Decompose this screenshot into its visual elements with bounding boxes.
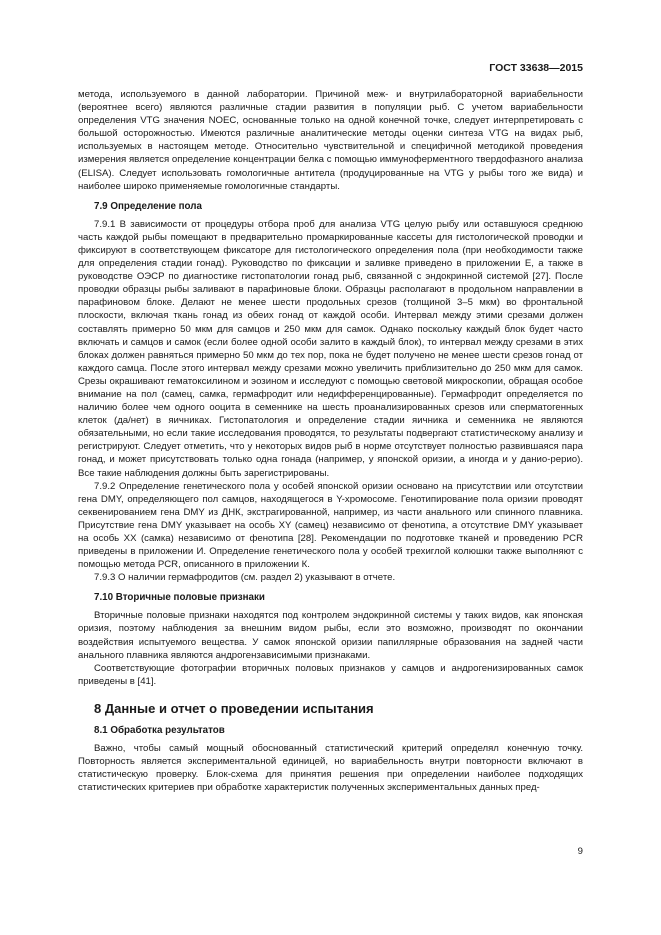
paragraph-7-10-1: Вторичные половые признаки находятся под контролем эндокринной системы у таких видов, как японская оризия, поэтому наблюдения за внешним видом рыбы, если это возможно, производят по окончании воздействия испытуемого вещества. У самок японской оризии папиллярные образования на задней части анального плавника являются андрогензависимыми признаками. (78, 610, 583, 661)
paragraph-7-10-2: Соответствующие фотографии вторичных половых признаков у самцов и андрогенизированных самок приведены в [41]. (78, 662, 583, 687)
page-body (78, 88, 583, 794)
section-8-1-heading: 8.1 Обработка результатов (94, 724, 225, 736)
paragraph-7-9-3: 7.9.3 О наличии гермафродитов (см. раздел 2) указывают в отчете. (94, 572, 396, 584)
document-standard-number: ГОСТ 33638—2015 (489, 62, 583, 74)
paragraph-8-1: Важно, чтобы самый мощный обоснованный статистический критерий определял конечную точку. Повторность является экспериментальной единицей, но вариабельность внутри повторности включают в статистическую проверку. Блок-схема для принятия решения при определении наиболее подходящих статистических критериев при обработке характеристик полученных экспериментальных данных пред- (78, 742, 583, 794)
paragraph-7-9-2: 7.9.2 Определение генетического пола у особей японской оризии основано на присутствии или отсутствии гена DMY, определяющего пол самцов, находящегося в Y-хромосоме. Генотипирование пола оризии проводят секвенированием гена DMY из ДНК, экстрагированной, например, из части анального или спинного плавника. Присутствие гена DMY указывает на особь XY (самец) независимо от фенотипа, а отсутствие DMY указывает на особь XX (самка) независимо от фенотипа [28]. Рекомендации по подготовке тканей и проведению PCR приведены в приложении И. Определение генетического пола у особей трехиглой колюшки также выполняют с помощью метода PCR, описанного в приложении К. (78, 480, 583, 571)
section-7-9-heading: 7.9 Определение пола (94, 200, 202, 212)
page-number: 9 (577, 846, 583, 857)
paragraph-intro: метода, используемого в данной лаборатории. Причиной меж- и внутрилабораторной вариабельности (вероятнее всего) являются различные стадии развития в популяции рыб. С учетом вариабельности определения VTG значения NOEC, основанные только на одной конечной точке, следует интерпретировать с большой осторожностью. Имеются различные аналитические методы оценки синтеза VTG на видах рыб, используемых в настоящем методе. Относительно чувствительной и специфичной методикой проведения измерения является определение концентрации белка с помощью иммуноферментного твердофазного анализа (ELISA). Следует использовать гомологичные антитела (продуцированные на VTG у рыбы того же вида) и наиболее широко применяемые гомологичные стандарты. (78, 89, 583, 192)
paragraph-7-9-1: 7.9.1 В зависимости от процедуры отбора проб для анализа VTG целую рыбу или оставшуюся среднюю часть каждой рыбы помещают в предварительно промаркированные кассеты для гистологической проводки и фиксируют в соответствующем фиксаторе для гистологического определения пола (при необходимости также для определения стадии гонад). Руководство по фиксации и заливке приведено в приложении Е, а также в руководстве ОЭСР по диагностике гистопатологии гонад рыб, связанной с эндокринной системой [27]. После проводки образцы рыбы заливают в парафиновые блоки. Образцы располагают в продольном направлении в парафиновом блоке. Делают не менее шести продольных срезов (толщиной 3–5 мкм) во фронтальной плоскости, включая ткань гонад из обеих гонад от каждой особи. Интервал между этими срезами должен составлять примерно 50 мкм для самцов и 250 мкм для самок. Однако поскольку каждый блок будет часто включать и самцов и самок (если более одной особи залито в каждый блок), то интервал между срезами в этих блоках должен равняться примерно 50 мкм до тех пор, пока не будет получено не менее шести срезов гонад от каждого самца. После этого интервал между срезами можно увеличить приблизительно до 250 мкм для самок. Срезы окрашивают гематоксилином и эозином и исследуют с помощью световой микроскопии, обращая особое внимание на пол (самец, самка, гермафродит или недифференцированные). Гермафродит определяется по наличию более чем одного ооцита в семеннике на шесть проанализированных срезов или сперматогенных клеток (да/нет) в яичниках. Гистопатология и определение стадии яичника и семенника не являются обязательными, но если такие исследования проводятся, то результаты подвергают статистическому анализу и регистрируют. Следует отметить, что у некоторых видов рыб в норме отсутствует полностью развившаяся пара гонад, и может присутствовать только одна гонада (например, у японской оризии, а иногда и у данио-рерио). Все такие наблюдения должны быть зарегистрированы. (78, 218, 583, 479)
section-7-10-heading: 7.10 Вторичные половые признаки (94, 592, 265, 604)
section-8-heading: 8 Данные и отчет о проведении испытания (94, 700, 374, 716)
